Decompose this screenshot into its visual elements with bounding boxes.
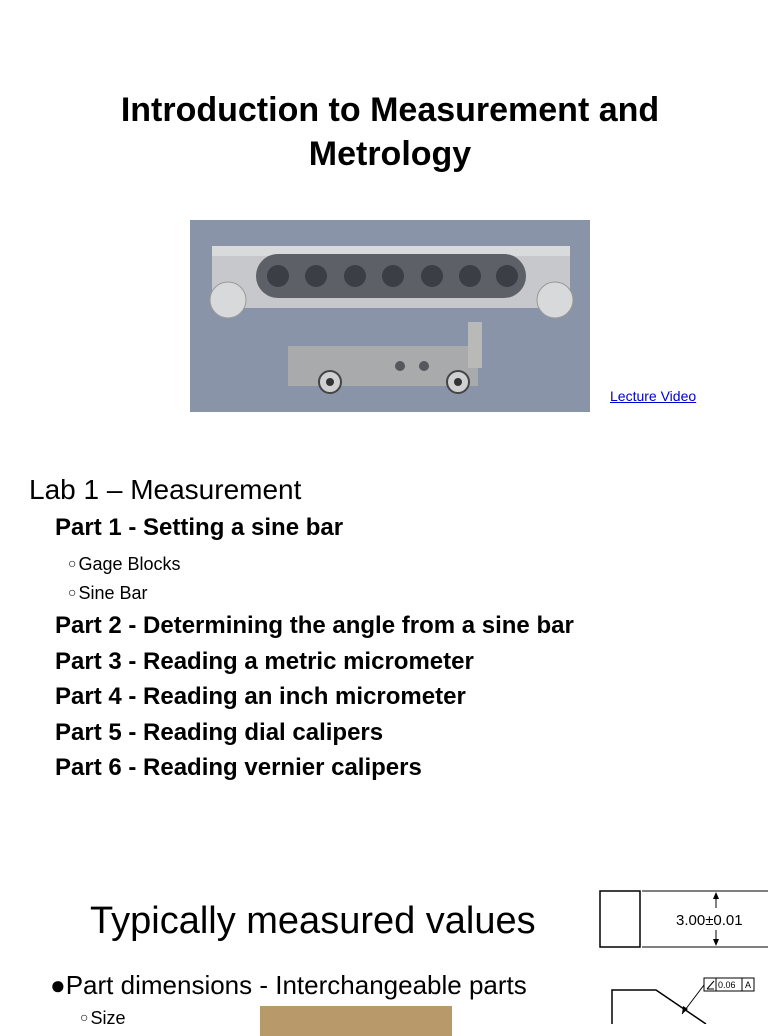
- subitem-size: [80, 1008, 125, 1029]
- tolerance-drawing: [596, 886, 768, 1024]
- subitem-label: Sine Bar: [78, 583, 148, 603]
- circle-bullet-icon: ○: [80, 1009, 89, 1025]
- sine-bar-photo: [190, 220, 590, 412]
- part-3: Part 3 - Reading a metric micrometer: [55, 648, 474, 675]
- page-title: Introduction to Measurement and Metrology: [120, 91, 660, 173]
- part-photo-thumbnail: [260, 1006, 452, 1036]
- sine-bar-image: [190, 220, 590, 412]
- subitem-label: Size: [90, 1008, 126, 1028]
- part-4: Part 4 - Reading an inch micrometer: [55, 683, 466, 710]
- section-title: Typically measured values: [90, 900, 536, 942]
- subitem-label: Gage Blocks: [78, 554, 181, 574]
- tolerance-value: 0.06: [718, 980, 736, 990]
- bullet-item: [50, 970, 527, 1001]
- part-2: Part 2 - Determining the angle from a sine bar: [55, 612, 574, 639]
- part-6: Part 6 - Reading vernier calipers: [55, 754, 422, 781]
- subitem-sine-bar: [68, 583, 148, 604]
- subitem-gage-blocks: [68, 554, 181, 575]
- bullet-icon: ●: [50, 970, 66, 1000]
- circle-bullet-icon: ○: [68, 555, 77, 571]
- part-1: Part 1 - Setting a sine bar: [55, 514, 344, 541]
- dimension-text: 3.00±0.01: [676, 912, 743, 929]
- lab-heading: Lab 1 – Measurement: [29, 474, 302, 505]
- bullet-label: Part dimensions - Interchangeable parts: [65, 970, 527, 1000]
- part-5: Part 5 - Reading dial calipers: [55, 719, 384, 746]
- circle-bullet-icon: ○: [68, 584, 77, 600]
- lecture-video-link[interactable]: Lecture Video: [610, 388, 697, 404]
- angularity-icon: [707, 981, 714, 989]
- datum-label: A: [745, 980, 752, 990]
